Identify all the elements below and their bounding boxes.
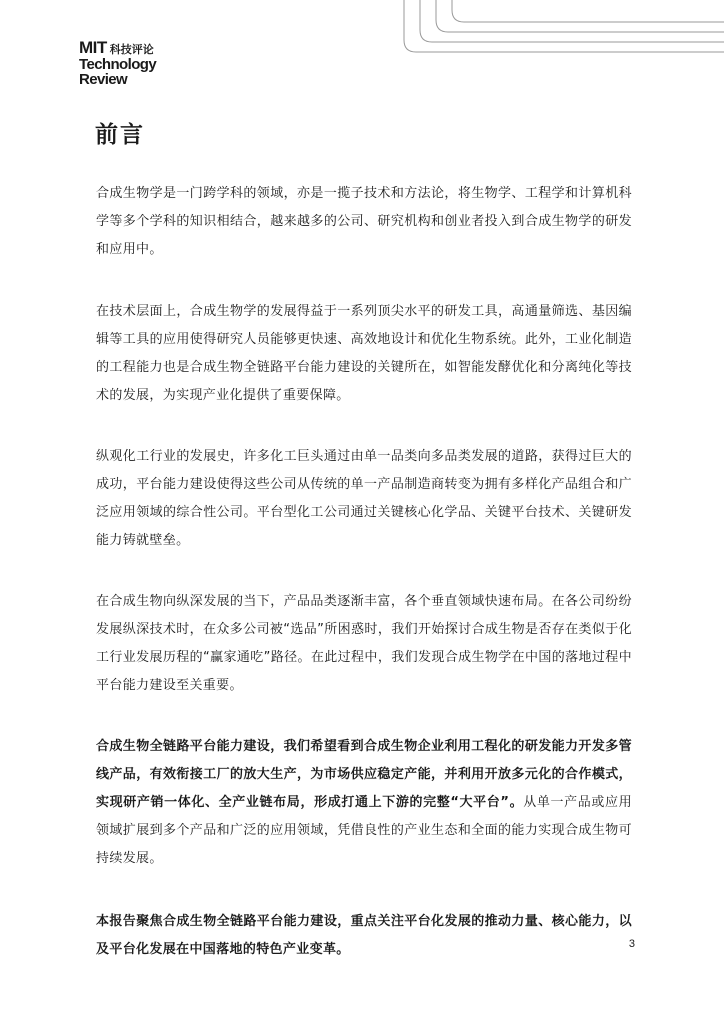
paragraph-5-rest: 从单一产品或应用领域扩展到多个产品和广泛的应用领域，凭借良性的产业生态和全面的能力实现合成生物可持续发展。 <box>96 795 632 866</box>
paragraph-5 <box>96 733 632 873</box>
paragraph-5-emphasis: 合成生物全链路平台能力建设，我们希望看到合成生物企业利用工程化的研发能力开发多管线产品，有效衔接工厂的放大生产，为市场供应稳定产能，并利用开放多元化的合作模式，实现研产销一体化、全产业链布局，形成打通上下游的完整“大平台”。 <box>96 739 632 810</box>
paragraph-2: 在技术层面上，合成生物学的发展得益于一系列顶尖水平的研发工具，高通量筛选、基因编辑等工具的应用使得研究人员能够更快速、高效地设计和优化生物系统。此外，工业化制造的工程能力也是合成生物全链路平台能力建设的关键所在，如智能发酵优化和分离纯化等技术的发展，为实现产业化提供了重要保障。 <box>96 304 632 403</box>
paragraph-4: 在合成生物向纵深发展的当下，产品品类逐渐丰富，各个垂直领域快速布局。在各公司纷纷发展纵深技术时，在众多公司被“选品”所困惑时，我们开始探讨合成生物是否存在类似于化工行业发展历程的“赢家通吃”路径。在此过程中，我们发现合成生物学在中国的落地过程中平台能力建设至关重要。 <box>96 594 632 693</box>
foreword-body <box>96 180 632 997</box>
logo-review: Review <box>79 71 128 88</box>
paragraph-1: 合成生物学是一门跨学科的领域，亦是一揽子技术和方法论，将生物学、工程学和计算机科学等多个学科的知识相结合，越来越多的公司、研究机构和创业者投入到合成生物学的研发和应用中。 <box>96 186 632 257</box>
logo-technology: Technology <box>79 56 157 73</box>
paragraph-6: 本报告聚焦合成生物全链路平台能力建设，重点关注平台化发展的推动力量、核心能力，以及平台化发展在中国落地的特色产业变革。 <box>96 914 632 957</box>
mit-technology-review-logo <box>79 40 199 87</box>
decorative-corner-lines <box>304 0 724 80</box>
logo-mit: MIT <box>79 38 107 57</box>
page-title: 前言 <box>95 122 145 148</box>
logo-chinese: 科技评论 <box>109 43 154 56</box>
paragraph-3: 纵观化工行业的发展史，许多化工巨头通过由单一品类向多品类发展的道路，获得过巨大的成功，平台能力建设使得这些公司从传统的单一产品制造商转变为拥有多样化产品组合和广泛应用领域的综合性公司。平台型化工公司通过关键核心化学品、关键平台技术、关键研发能力铸就壁垒。 <box>96 449 632 548</box>
page-number: 3 <box>628 938 635 950</box>
